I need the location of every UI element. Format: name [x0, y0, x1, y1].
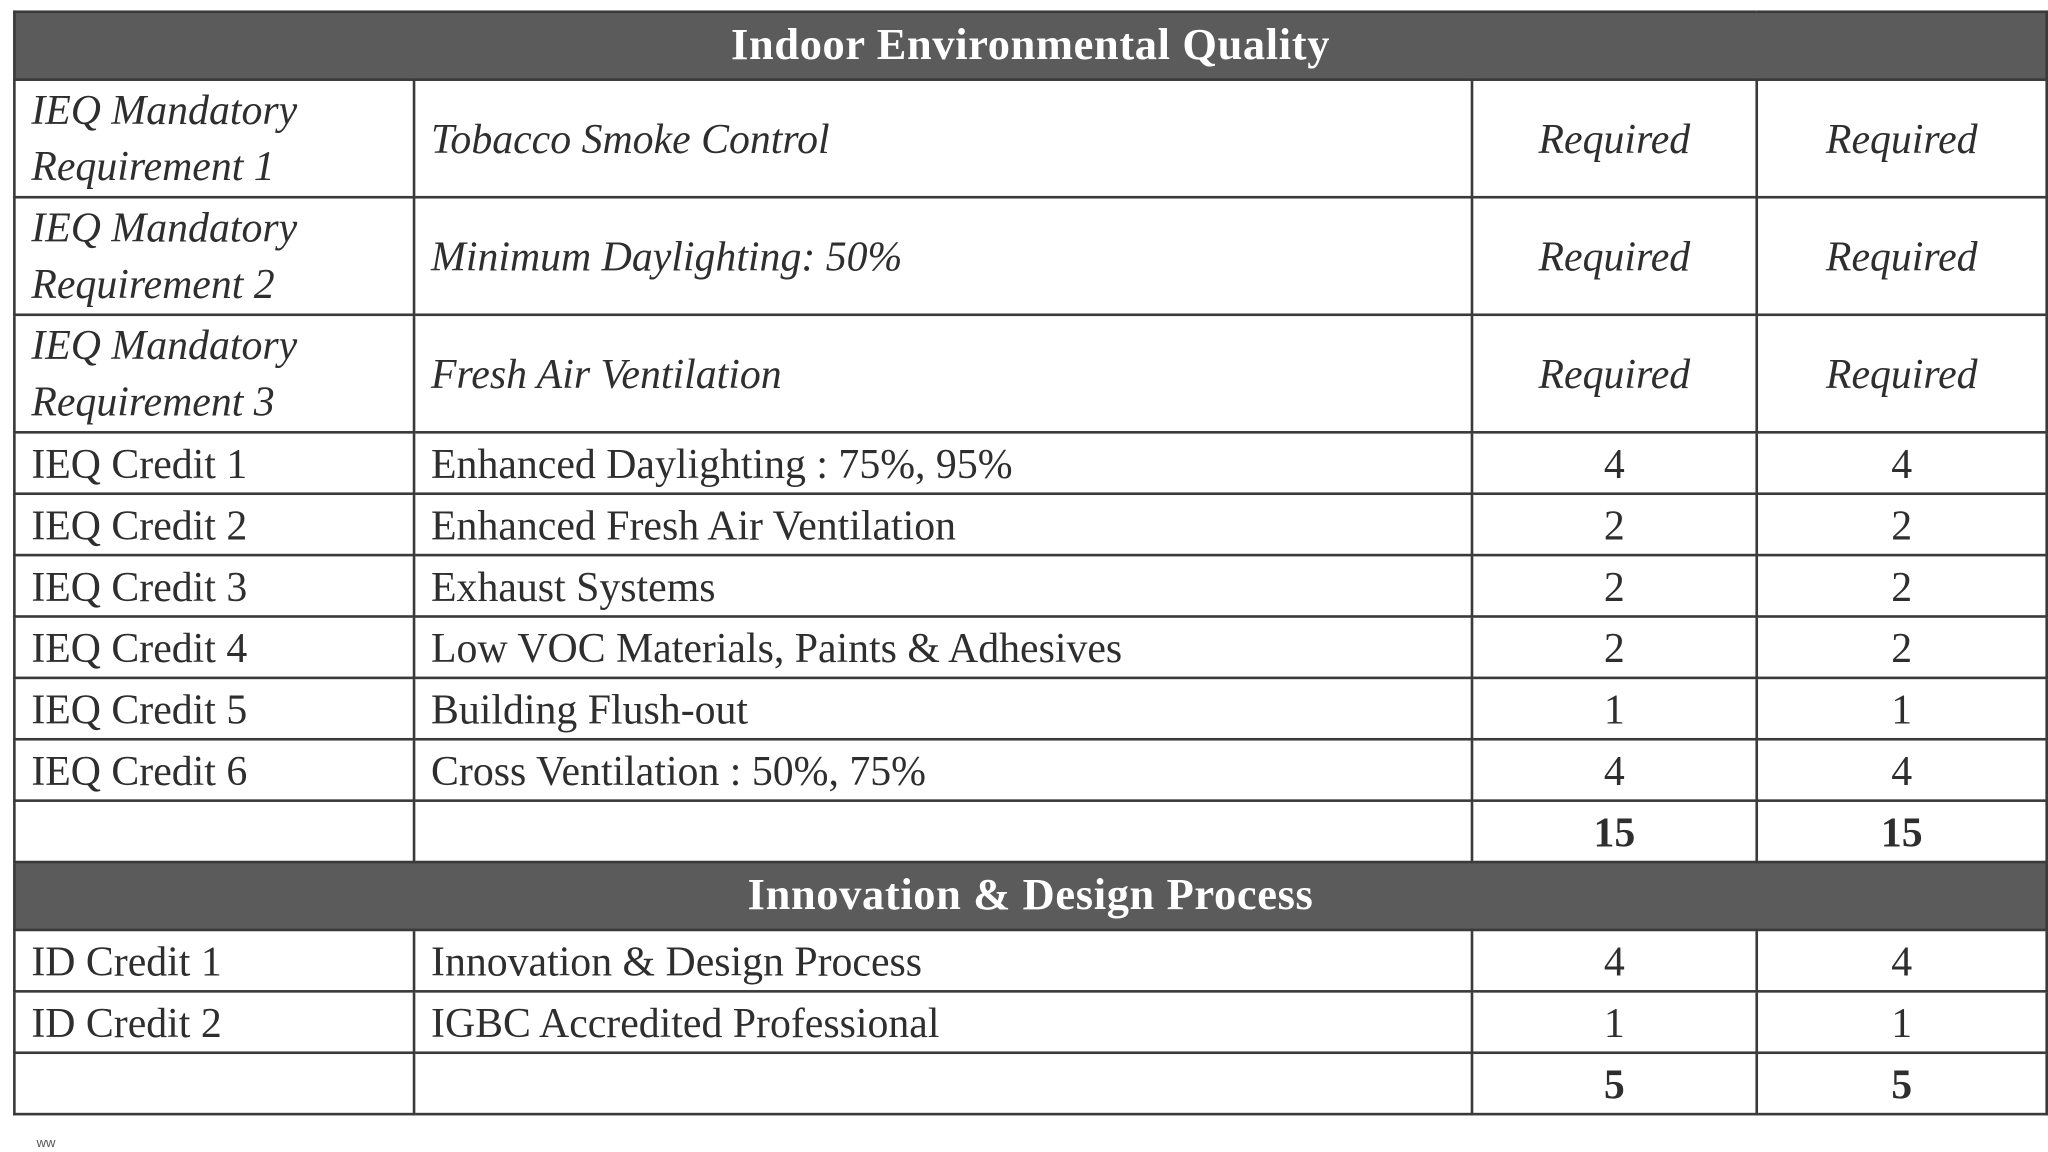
points-col4: 1: [1757, 678, 2047, 739]
section-title: Innovation & Design Process: [14, 862, 2046, 930]
points-col3: 4: [1472, 930, 1757, 991]
total-col3: 15: [1472, 801, 1757, 862]
credit-id: IEQ Credit 2: [14, 494, 414, 555]
points-col3: 1: [1472, 678, 1757, 739]
footnote-mark: ww: [36, 1136, 56, 1151]
credit-name: Enhanced Daylighting : 75%, 95%: [414, 432, 1472, 493]
credit-id: IEQ Credit 6: [14, 739, 414, 800]
points-col4: Required: [1757, 315, 2047, 433]
points-col3: Required: [1472, 315, 1757, 433]
table-row: [14, 80, 2046, 198]
total-row: [14, 1053, 2046, 1114]
credit-id: IEQ Mandatory Requirement 1: [14, 80, 414, 198]
credit-id: ID Credit 1: [14, 930, 414, 991]
credits-table: [13, 10, 2048, 1115]
credit-id: IEQ Credit 1: [14, 432, 414, 493]
table-row: [14, 616, 2046, 677]
empty-cell: [414, 801, 1472, 862]
table-row: [14, 930, 2046, 991]
section-title: Indoor Environmental Quality: [14, 12, 2046, 80]
points-col4: Required: [1757, 197, 2047, 315]
section-header-id: [14, 862, 2046, 930]
empty-cell: [14, 1053, 414, 1114]
credit-name: Building Flush-out: [414, 678, 1472, 739]
total-col4: 15: [1757, 801, 2047, 862]
points-col4: 1: [1757, 991, 2047, 1052]
credit-id: IEQ Credit 5: [14, 678, 414, 739]
total-col4: 5: [1757, 1053, 2047, 1114]
table-row: [14, 432, 2046, 493]
points-col3: 2: [1472, 555, 1757, 616]
credit-name: Exhaust Systems: [414, 555, 1472, 616]
credit-name: Innovation & Design Process: [414, 930, 1472, 991]
table-row: [14, 739, 2046, 800]
points-col3: 4: [1472, 739, 1757, 800]
table-row: [14, 315, 2046, 433]
credit-id: IEQ Credit 3: [14, 555, 414, 616]
credit-name: Cross Ventilation : 50%, 75%: [414, 739, 1472, 800]
table-row: [14, 197, 2046, 315]
points-col3: 1: [1472, 991, 1757, 1052]
credit-name: Tobacco Smoke Control: [414, 80, 1472, 198]
credit-id: IEQ Mandatory Requirement 3: [14, 315, 414, 433]
points-col4: 4: [1757, 432, 2047, 493]
credit-name: IGBC Accredited Professional: [414, 991, 1472, 1052]
points-col3: 2: [1472, 616, 1757, 677]
credit-name: Enhanced Fresh Air Ventilation: [414, 494, 1472, 555]
points-col4: 2: [1757, 555, 2047, 616]
credit-id: IEQ Mandatory Requirement 2: [14, 197, 414, 315]
empty-cell: [414, 1053, 1472, 1114]
credit-name: Minimum Daylighting: 50%: [414, 197, 1472, 315]
empty-cell: [14, 801, 414, 862]
points-col3: Required: [1472, 197, 1757, 315]
points-col4: 4: [1757, 739, 2047, 800]
total-col3: 5: [1472, 1053, 1757, 1114]
points-col4: 2: [1757, 616, 2047, 677]
credit-id: IEQ Credit 4: [14, 616, 414, 677]
points-col4: Required: [1757, 80, 2047, 198]
credit-id: ID Credit 2: [14, 991, 414, 1052]
points-col4: 2: [1757, 494, 2047, 555]
total-row: [14, 801, 2046, 862]
points-col3: 2: [1472, 494, 1757, 555]
table-row: [14, 991, 2046, 1052]
points-col3: 4: [1472, 432, 1757, 493]
points-col4: 4: [1757, 930, 2047, 991]
table-row: [14, 555, 2046, 616]
section-header-ieq: [14, 12, 2046, 80]
table-row: [14, 494, 2046, 555]
credit-name: Low VOC Materials, Paints & Adhesives: [414, 616, 1472, 677]
points-col3: Required: [1472, 80, 1757, 198]
credit-name: Fresh Air Ventilation: [414, 315, 1472, 433]
table-row: [14, 678, 2046, 739]
